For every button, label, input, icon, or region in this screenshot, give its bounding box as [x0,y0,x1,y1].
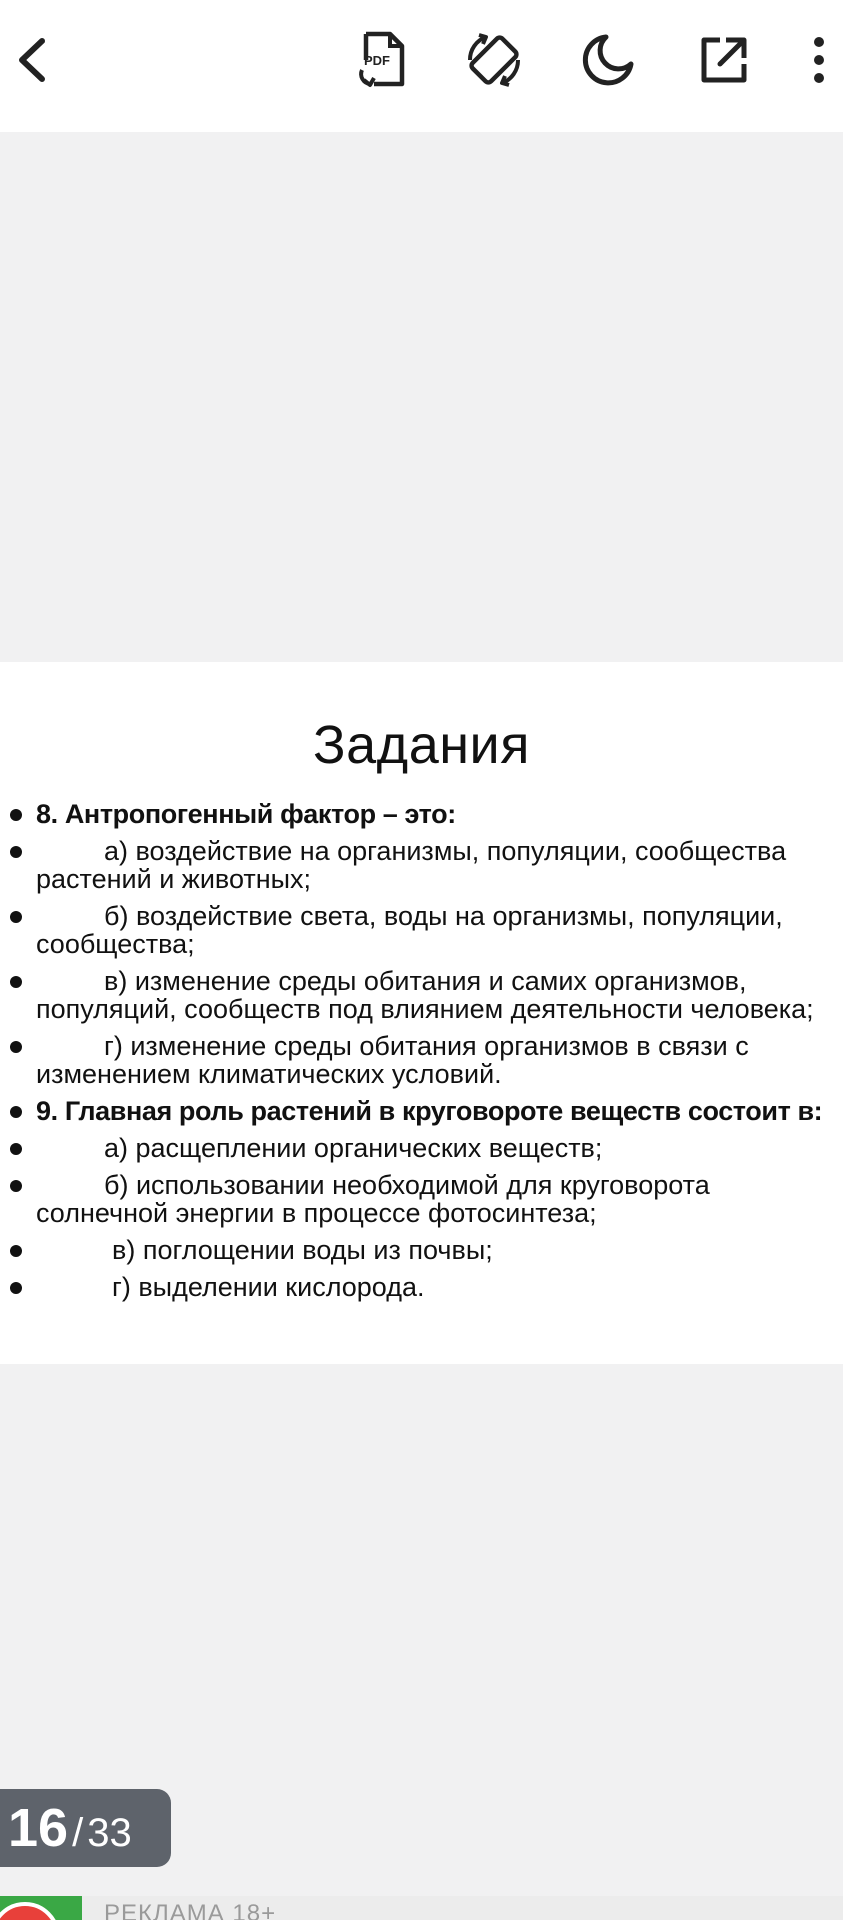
answer-text: б) использовании необходимой для круговорота солнечной энергии в процессе фотосинтеза; [36,1170,710,1228]
list-item [0,1273,843,1301]
slide-title: Задания [313,715,530,775]
more-vertical-icon [811,34,827,86]
list-item [0,1236,843,1264]
night-mode-button[interactable] [576,28,640,92]
total-pages: 33 [87,1811,132,1855]
open-external-icon [698,34,750,86]
ad-label: РЕКЛАМА 18+ [104,1900,277,1920]
back-button[interactable] [0,28,64,92]
ad-banner[interactable] [0,1896,843,1920]
list-item [0,902,843,958]
answer-text: б) воздействие света, воды на организмы, популяции, сообщества; [36,901,783,959]
bullet-icon [10,1282,22,1294]
question-text: 8. Антропогенный фактор – это: [36,799,456,829]
bullet-icon [10,1041,22,1053]
pdf-button[interactable] [348,28,412,92]
page-counter[interactable] [0,1789,171,1867]
bullet-icon [10,911,22,923]
list-item [0,1171,843,1227]
answer-text: в) поглощении воды из почвы; [112,1235,493,1265]
pdf-icon [352,30,408,90]
list-item [0,1097,843,1125]
answer-text: а) расщеплении органических веществ; [104,1133,603,1163]
ad-logo-icon [0,1902,60,1920]
answer-text: г) изменение среды обитания организмов в связи с изменением климатических условий. [36,1031,749,1089]
list-item [0,967,843,1023]
rotate-screen-icon [464,30,524,90]
list-item [0,837,843,893]
bullet-list [0,800,843,1310]
bullet-icon [10,846,22,858]
back-arrow-icon [12,35,52,85]
bullet-icon [10,1106,22,1118]
answer-text: а) воздействие на организмы, популяции, сообщества растений и животных; [36,836,787,894]
bullet-icon [10,1245,22,1257]
bullet-icon [10,1180,22,1192]
rotate-button[interactable] [462,28,526,92]
bullet-icon [10,1143,22,1155]
answer-text: г) выделении кислорода. [112,1272,425,1302]
moon-icon [580,32,636,88]
list-item [0,1134,843,1162]
page-separator: / [72,1811,84,1855]
bullet-icon [10,976,22,988]
answer-text: в) изменение среды обитания и самих организмов, популяций, сообществ под влиянием деятельности человека; [36,966,814,1024]
top-toolbar [0,0,843,132]
current-page: 16 [8,1798,69,1858]
bullet-icon [10,809,22,821]
ad-logo [0,1896,82,1920]
more-options-button[interactable] [795,28,843,92]
slide-page [0,662,843,1364]
svg-text:PDF: PDF [364,53,390,68]
list-item [0,1032,843,1088]
question-text: 9. Главная роль растений в круговороте веществ состоит в: [36,1096,823,1126]
open-external-button[interactable] [692,28,756,92]
list-item [0,800,843,828]
